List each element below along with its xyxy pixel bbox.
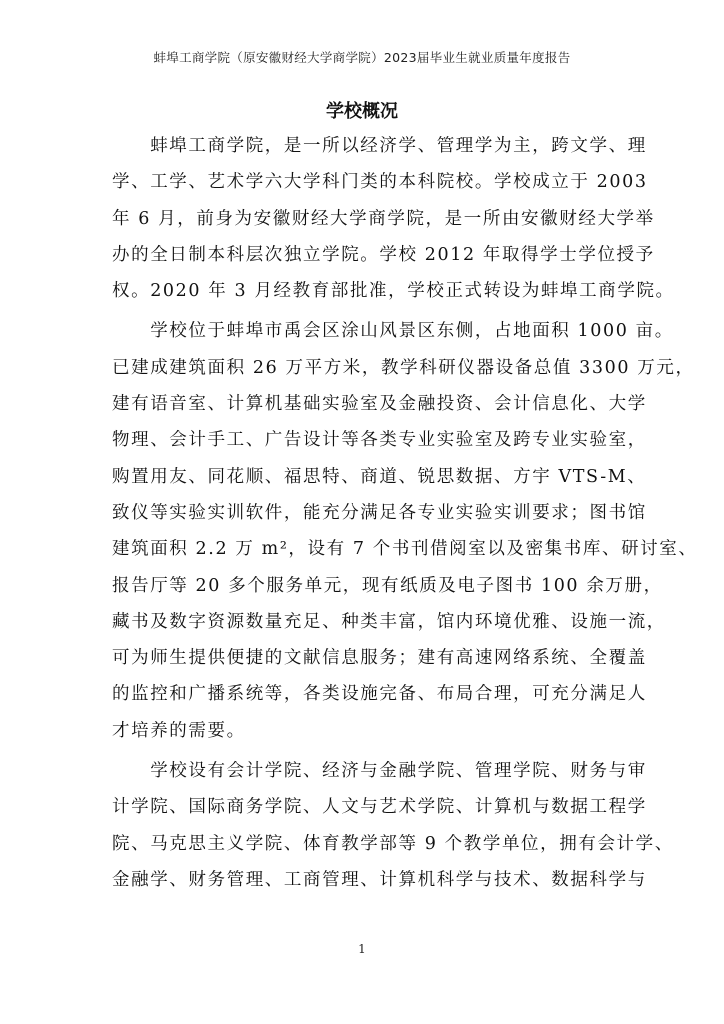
page-header: 蚌埠工商学院（原安徽财经大学商学院）2023届毕业生就业质量年度报告: [153, 50, 571, 65]
text-line: 计学院、国际商务学院、人文与艺术学院、计算机与数据工程学: [112, 797, 647, 818]
text-line: 学校位于蚌埠市禹会区涂山风景区东侧，占地面积 1000 亩。: [112, 321, 674, 342]
text-line: 办的全日制本科层次独立学院。学校 2012 年取得学士学位授予: [112, 244, 655, 265]
text-line: 致仪等实验实训软件，能充分满足各专业实验实训要求；图书馆: [112, 502, 647, 523]
text-line: 才培养的需要。: [112, 720, 246, 741]
section-title: 学校概况: [326, 101, 398, 122]
text-line: 藏书及数字资源数量充足、种类丰富，馆内环境优雅、设施一流，: [112, 611, 666, 632]
text-line: 学、工学、艺术学六大学科门类的本科院校。学校成立于 2003: [112, 172, 648, 193]
paragraph-3: [112, 753, 674, 898]
text-line: 可为师生提供便捷的文献信息服务；建有高速网络系统、全覆盖: [112, 648, 647, 669]
text-line: 蚌埠工商学院，是一所以经济学、管理学为主，跨文学、理: [112, 136, 647, 156]
text-line: 报告厅等 20 多个服务单元，现有纸质及电子图书 100 余万册，: [112, 575, 663, 596]
text-line: 学校设有会计学院、经济与金融学院、管理学院、财务与审: [112, 761, 647, 782]
text-line: 已建成建筑面积 26 万平方米，教学科研仪器设备总值 3300 万元，: [112, 357, 695, 378]
text-line: 购置用友、同花顺、福思特、商道、锐思数据、方宇 VTS-M、: [112, 466, 647, 487]
text-line: 权。2020 年 3 月经教育部批准，学校正式转设为蚌埠工商学院。: [112, 281, 675, 302]
text-line: 建有语音室、计算机基础实验室及金融投资、会计信息化、大学: [112, 394, 647, 415]
paragraph-1: [112, 128, 675, 309]
paragraph-2: [112, 313, 698, 749]
text-line: 物理、会计手工、广告设计等各类专业实验室及跨专业实验室，: [112, 430, 647, 451]
text-line: 院、马克思主义学院、体育教学部等 9 个教学单位，拥有会计学、: [112, 833, 674, 854]
text-line: 建筑面积 2.2 万 m²，设有 7 个书刊借阅室以及密集书库、研讨室、: [112, 539, 698, 560]
text-line: 金融学、财务管理、工商管理、计算机科学与技术、数据科学与: [112, 869, 647, 890]
text-line: 年 6 月，前身为安徽财经大学商学院，是一所由安徽财经大学举: [112, 208, 655, 229]
text-line: 的监控和广播系统等，各类设施完备、布局合理，可充分满足人: [112, 684, 647, 705]
page-number: 1: [358, 942, 366, 956]
document-body: [112, 128, 698, 898]
